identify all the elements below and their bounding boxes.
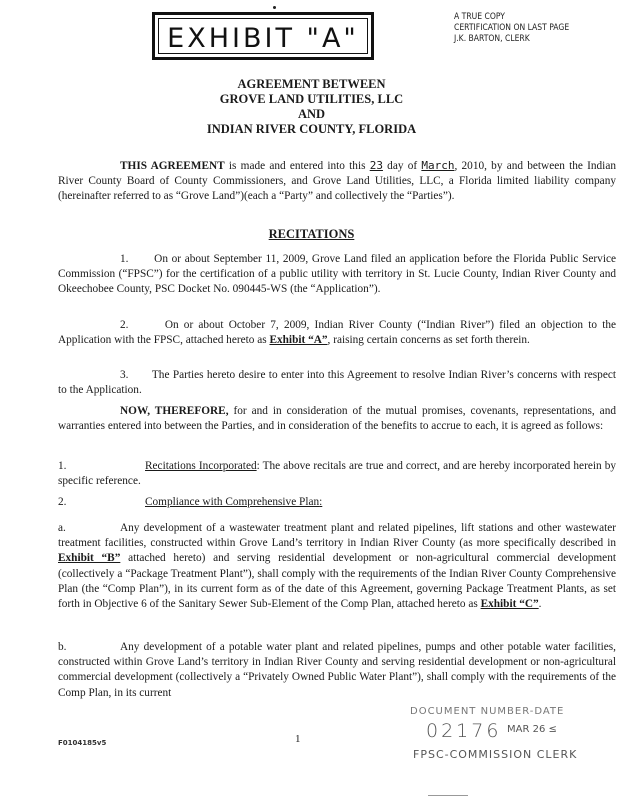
intro-paragraph bbox=[58, 158, 616, 205]
document-code: F0104185v5 bbox=[58, 739, 107, 747]
exhibit-a-reference: Exhibit “A” bbox=[269, 334, 328, 347]
recitations-heading: RECITATIONS bbox=[268, 227, 355, 241]
document-number: 02176 bbox=[426, 720, 502, 742]
certification-line: A TRUE COPY bbox=[454, 12, 505, 22]
recital-3: 3. The Parties hereto desire to enter into this Agreement to resolve Indian River’s concerns with respect to the Application. bbox=[58, 369, 616, 397]
section-number: 1. bbox=[58, 460, 67, 472]
subsection-label: b. bbox=[58, 641, 67, 653]
exhibit-stamp-text: EXHIBIT "A" bbox=[167, 23, 359, 54]
exhibit-b-reference: Exhibit “B” bbox=[58, 552, 121, 565]
document-date: MAR 26 ≤ bbox=[507, 724, 557, 735]
certification-line: CERTIFICATION ON LAST PAGE bbox=[454, 23, 570, 33]
section-title: Recitations Incorporated bbox=[145, 460, 257, 472]
intro-text: is made and entered into this bbox=[224, 160, 370, 172]
section-2a bbox=[58, 521, 616, 612]
scan-mark bbox=[428, 795, 468, 796]
certification-stamp bbox=[454, 12, 619, 45]
recital-text: 2. On or about October 7, 2009, Indian River County (“Indian River”) filed an objection to the Application with the FPSC, attached hereto as bbox=[58, 319, 616, 347]
now-therefore-text: for and in consideration of the mutual promises, covenants, representations, and warranties entered into between the Parties, and in consideration of the benefits to accrue to each, it is agreed as follows: bbox=[58, 405, 616, 433]
intro-text: day of bbox=[382, 160, 422, 172]
now-therefore-paragraph bbox=[58, 404, 616, 434]
title-line: GROVE LAND UTILITIES, LLC bbox=[219, 92, 404, 106]
certification-line: J.K. BARTON, CLERK bbox=[454, 34, 530, 44]
section-1 bbox=[58, 459, 616, 489]
subsection-label: a. bbox=[58, 522, 66, 534]
page-number: 1 bbox=[295, 733, 301, 745]
section-number: 2. bbox=[58, 496, 67, 508]
document-number-stamp-label: DOCUMENT NUMBER-DATE bbox=[410, 706, 565, 717]
section-title-text: Compliance with Comprehensive Plan bbox=[145, 496, 320, 508]
recital-2 bbox=[58, 318, 616, 348]
title-line: AGREEMENT BETWEEN bbox=[237, 77, 386, 91]
intro-text: , 2010, by and between the Indian River County Board of County Commissioners, and Grove Land Utilities, LLC, a Florida limited liability company (hereinafter referred to as “Grove Land”)(each a “Party” and collectively the “Parties”). bbox=[58, 160, 616, 203]
subsection-text: attached hereto) and serving residential development or non-agricultural commercial development (collectively a “Package Treatment Plant”), shall comply with the requirements of the Indian River County Comprehensive Plan (the “Comp Plan”), in its current form as of the date of this Agreement, governing Package Treatment Plants, as set forth in Objective 6 of the Sanitary Sewer Sub-Element of the Comp Plan, attached hereto as bbox=[58, 552, 616, 611]
exhibit-c-reference: Exhibit “C” bbox=[480, 598, 539, 611]
intro-day: 23 bbox=[369, 159, 383, 172]
subsection-text: Any development of a wastewater treatment plant and related pipelines, lift stations and other wastewater treatment facilities, constructed within Grove Land’s territory in Indian River County (as more specifically described in bbox=[58, 522, 616, 550]
title-line: INDIAN RIVER COUNTY, FLORIDA bbox=[206, 122, 417, 136]
section-title-colon: : bbox=[319, 496, 323, 508]
recital-text: , raising certain concerns as set forth therein. bbox=[327, 334, 530, 347]
now-therefore-lead: NOW, THEREFORE, bbox=[120, 405, 229, 417]
title-line: AND bbox=[297, 107, 326, 121]
commission-clerk-stamp: FPSC-COMMISSION CLERK bbox=[413, 748, 578, 761]
intro-lead: THIS AGREEMENT bbox=[120, 160, 225, 172]
stamp-mark bbox=[273, 6, 276, 9]
section-2b bbox=[58, 640, 616, 701]
subsection-text: Any development of a potable water plant and related pipelines, pumps and other potable water facilities, constructed within Grove Land’s territory in Indian River County and serving residential development or non-agricultural commercial development (collectively a “Privately Owned Public Water Plant”), shall comply with the requirements of the Comp Plan, in its current bbox=[58, 641, 616, 699]
intro-month: March bbox=[421, 159, 455, 172]
section-text: : The above recitals are true and correct, and are hereby incorporated herein by specific reference. bbox=[58, 460, 617, 488]
section-title bbox=[145, 496, 322, 508]
recital-1: 1. On or about September 11, 2009, Grove Land filed an application before the Florida Public Service Commission (“FPSC”) for the certification of a public utility with territory in St. Lucie County, Indian River County and Okeechobee County, PSC Docket No. 090445-WS (the “Application”). bbox=[58, 253, 616, 296]
exhibit-stamp bbox=[152, 12, 374, 60]
agreement-title bbox=[0, 77, 623, 137]
subsection-text: . bbox=[538, 598, 542, 611]
